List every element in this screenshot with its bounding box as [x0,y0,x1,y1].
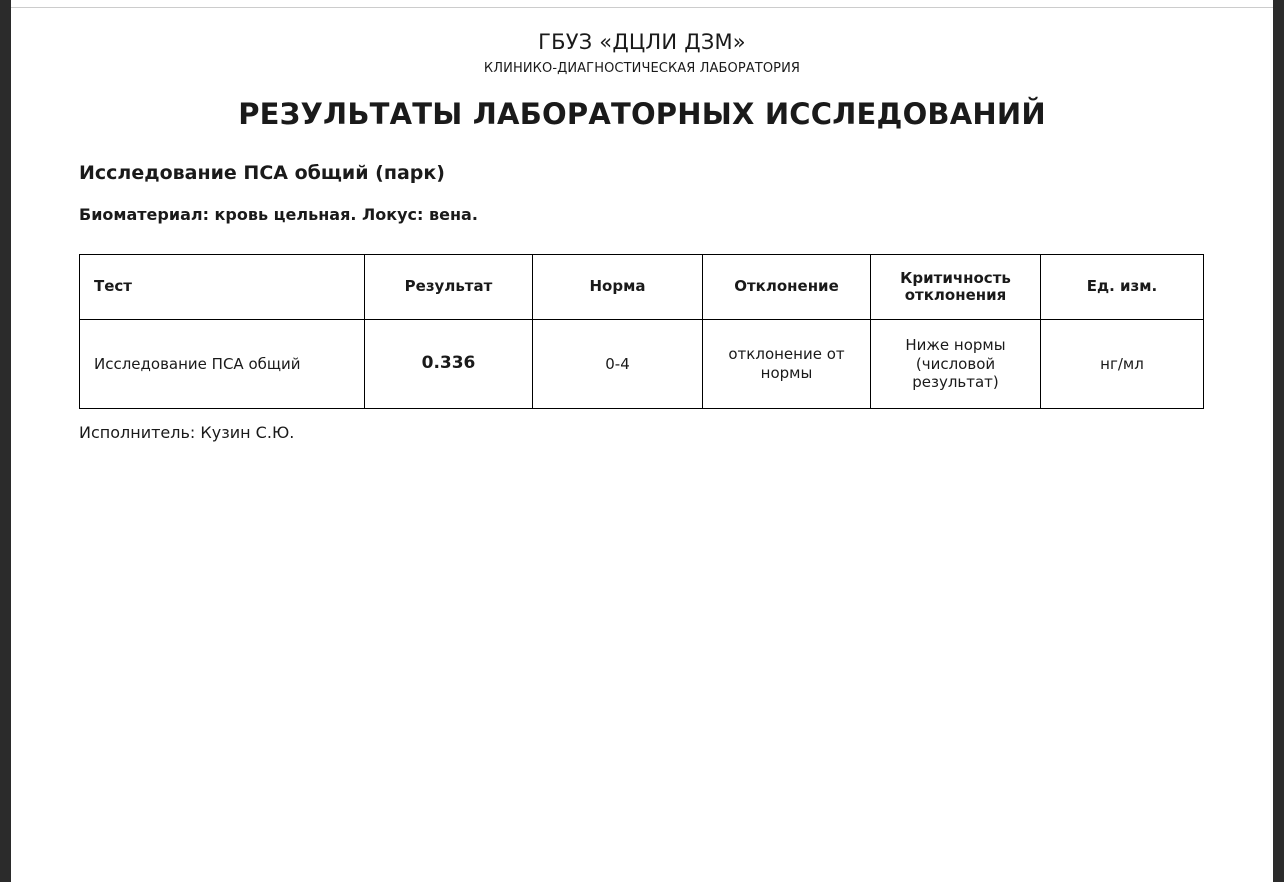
document-content [11,0,1273,882]
study-title: Исследование ПСА общий (парк) [79,162,445,184]
performer-line: Исполнитель: Кузин С.Ю. [79,423,295,442]
cell-criticality: Ниже нормы (числовой результат) [871,320,1041,409]
cell-norm: 0-4 [533,320,703,409]
organization-name: ГБУЗ «ДЦЛИ ДЗМ» [538,30,746,54]
table-row [80,320,1204,409]
column-header-unit: Ед. изм. [1041,255,1204,320]
column-header-criticality: Критичность отклонения [871,255,1041,320]
column-header-test: Тест [80,255,365,320]
cell-deviation: отклонение от нормы [703,320,871,409]
department-name: КЛИНИКО-ДИАГНОСТИЧЕСКАЯ ЛАБОРАТОРИЯ [483,61,801,76]
table-header-row [80,255,1204,320]
cell-unit: нг/мл [1041,320,1204,409]
cell-test: Исследование ПСА общий [80,320,365,409]
column-header-deviation: Отклонение [703,255,871,320]
page-title: РЕЗУЛЬТАТЫ ЛАБОРАТОРНЫХ ИССЛЕДОВАНИЙ [238,97,1046,131]
results-table [79,254,1204,409]
column-header-norm: Норма [533,255,703,320]
column-header-result: Результат [365,255,533,320]
biomaterial-line: Биоматериал: кровь цельная. Локус: вена. [79,205,478,224]
cell-result: 0.336 [365,320,533,409]
